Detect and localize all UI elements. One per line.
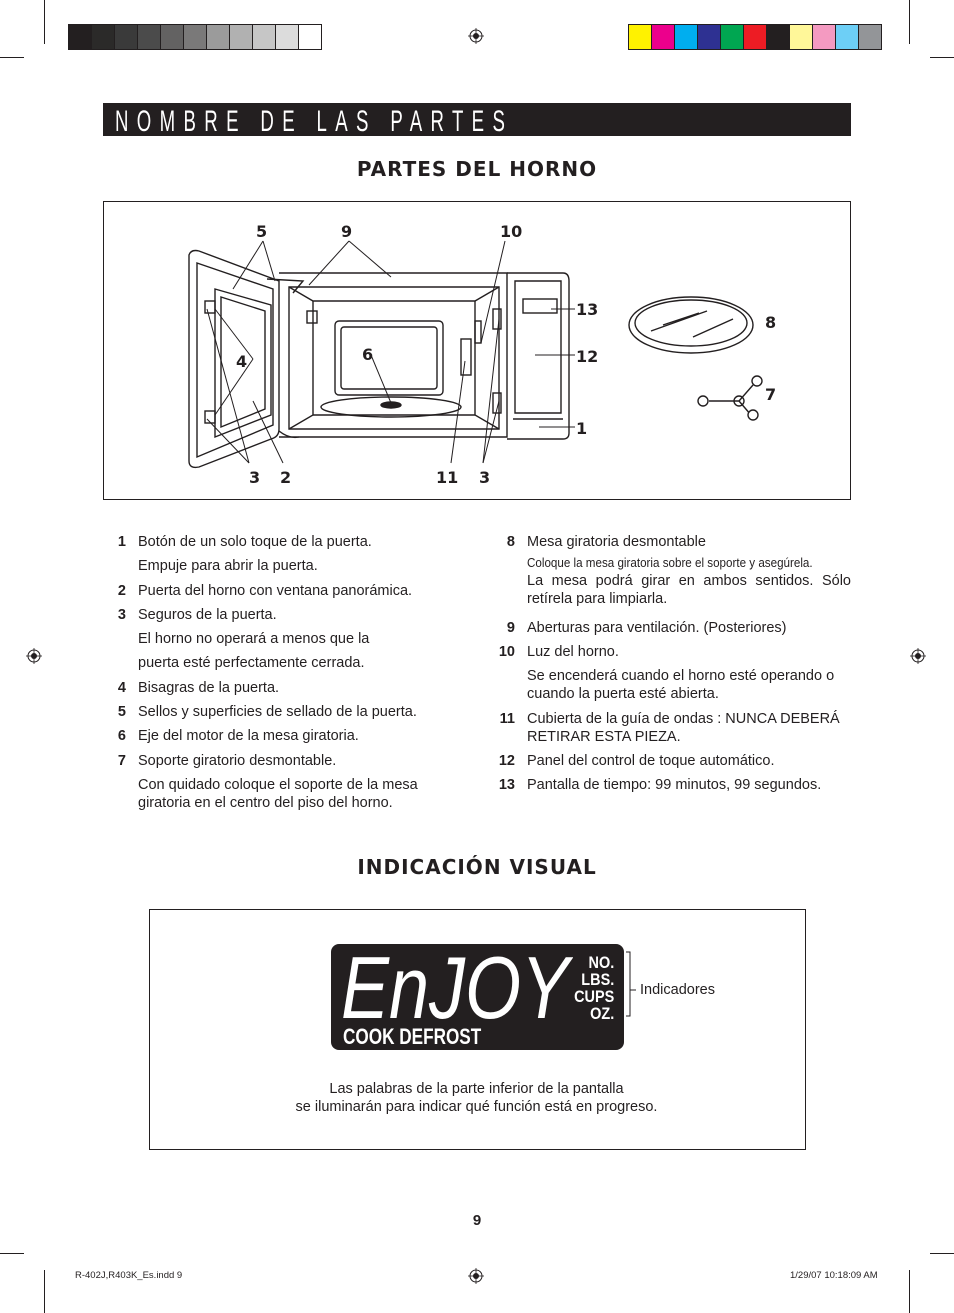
list-item: 8 Mesa giratoria desmontable Coloque la mesa giratoria sobre el soporte y asegúrela. La mesa podrá girar en ambos sentidos. Sólo retírela para limpiarla. xyxy=(506,534,851,607)
list-item: 7 Soporte giratorio desmontable. Con quidado coloque el soporte de la mesa giratoria en el centro del piso del horno. xyxy=(117,753,418,811)
callout-5: 5 xyxy=(256,222,268,241)
footer-filename: R-402J,R403K_Es.indd 9 xyxy=(75,1270,183,1281)
list-item: 6 Eje del motor de la mesa giratoria. xyxy=(117,728,359,744)
registration-mark-icon xyxy=(26,648,42,664)
color-swatch xyxy=(836,25,859,49)
callout-1: 1 xyxy=(576,419,588,438)
callout-10: 10 xyxy=(500,222,523,241)
color-swatch xyxy=(813,25,836,49)
color-swatch xyxy=(115,25,138,49)
color-swatch xyxy=(698,25,721,49)
color-swatch xyxy=(161,25,184,49)
indicator-label: Indicadores xyxy=(640,982,715,998)
color-swatch xyxy=(744,25,767,49)
color-swatch xyxy=(652,25,675,49)
color-swatch xyxy=(629,25,652,49)
list-item: 1 Botón de un solo toque de la puerta. Empuje para abrir la puerta. xyxy=(117,534,372,574)
callout-6: 6 xyxy=(362,345,374,364)
registration-mark-icon xyxy=(910,648,926,664)
list-item: 2 Puerta del horno con ventana panorámica. xyxy=(117,583,413,599)
lcd-display xyxy=(331,944,624,1050)
display-caption-line1: Las palabras de la parte inferior de la pantalla xyxy=(329,1081,624,1097)
color-swatch xyxy=(276,25,299,49)
color-swatch xyxy=(253,25,276,49)
color-swatch xyxy=(790,25,813,49)
list-item: 9 Aberturas para ventilación. (Posteriores) xyxy=(506,620,787,636)
callout-3-right: 3 xyxy=(479,468,491,487)
color-swatch xyxy=(767,25,790,49)
process-color-bar xyxy=(628,24,882,50)
callout-12: 12 xyxy=(576,347,599,366)
list-item: 11 Cubierta de la guía de ondas : NUNCA DEBERÁ RETIRAR ESTA PIEZA. xyxy=(499,711,840,745)
list-item: 5 Sellos y superficies de sellado de la puerta. xyxy=(117,704,417,720)
title-banner xyxy=(103,103,851,136)
color-swatch xyxy=(721,25,744,49)
indicator-bracket xyxy=(624,950,638,1020)
list-item: 4 Bisagras de la puerta. xyxy=(117,680,280,696)
color-swatch xyxy=(184,25,207,49)
lcd-function-words: COOK DEFROST xyxy=(343,1024,482,1049)
svg-text:EnJOY: EnJOY xyxy=(341,952,573,1024)
callout-9: 9 xyxy=(341,222,353,241)
color-swatch xyxy=(92,25,115,49)
grayscale-color-bar xyxy=(68,24,322,50)
callout-8: 8 xyxy=(765,313,777,332)
color-swatch xyxy=(299,25,321,49)
color-swatch xyxy=(69,25,92,49)
color-swatch xyxy=(859,25,881,49)
section-title-visual-indication: INDICACIÓN VISUAL xyxy=(357,855,597,879)
callout-11: 11 xyxy=(436,468,459,487)
list-item: 3 Seguros de la puerta. El horno no operará a menos que la puerta esté perfectamente cerrada. xyxy=(117,607,370,671)
callout-4: 4 xyxy=(236,352,248,371)
color-swatch xyxy=(207,25,230,49)
registration-mark-icon xyxy=(468,28,484,44)
callout-3-left: 3 xyxy=(249,468,261,487)
color-swatch xyxy=(675,25,698,49)
page-title: NOMBRE DE LAS PARTES xyxy=(115,105,514,138)
list-item: 12 Panel del control de toque automático. xyxy=(498,753,775,769)
color-swatch xyxy=(138,25,161,49)
section-title-oven-parts: PARTES DEL HORNO xyxy=(356,157,598,181)
lcd-indicators: NO. LBS. CUPS OZ. xyxy=(573,953,614,1023)
registration-mark-icon xyxy=(468,1268,484,1284)
footer-timestamp: 1/29/07 10:18:09 AM xyxy=(790,1270,878,1281)
page-number: 9 xyxy=(472,1212,482,1229)
display-caption-line2: se iluminarán para indicar qué función está en progreso. xyxy=(295,1099,658,1115)
callout-2: 2 xyxy=(280,468,292,487)
color-swatch xyxy=(230,25,253,49)
lcd-main-text xyxy=(341,952,573,1024)
list-item: 13 Pantalla de tiempo: 99 minutos, 99 segundos. xyxy=(498,777,822,793)
microwave-illustration xyxy=(103,201,851,500)
list-item: 10 Luz del horno. Se encenderá cuando el horno esté operando o cuando la puerta esté abierta. xyxy=(498,644,835,702)
callout-7: 7 xyxy=(765,385,777,404)
callout-13: 13 xyxy=(576,300,599,319)
